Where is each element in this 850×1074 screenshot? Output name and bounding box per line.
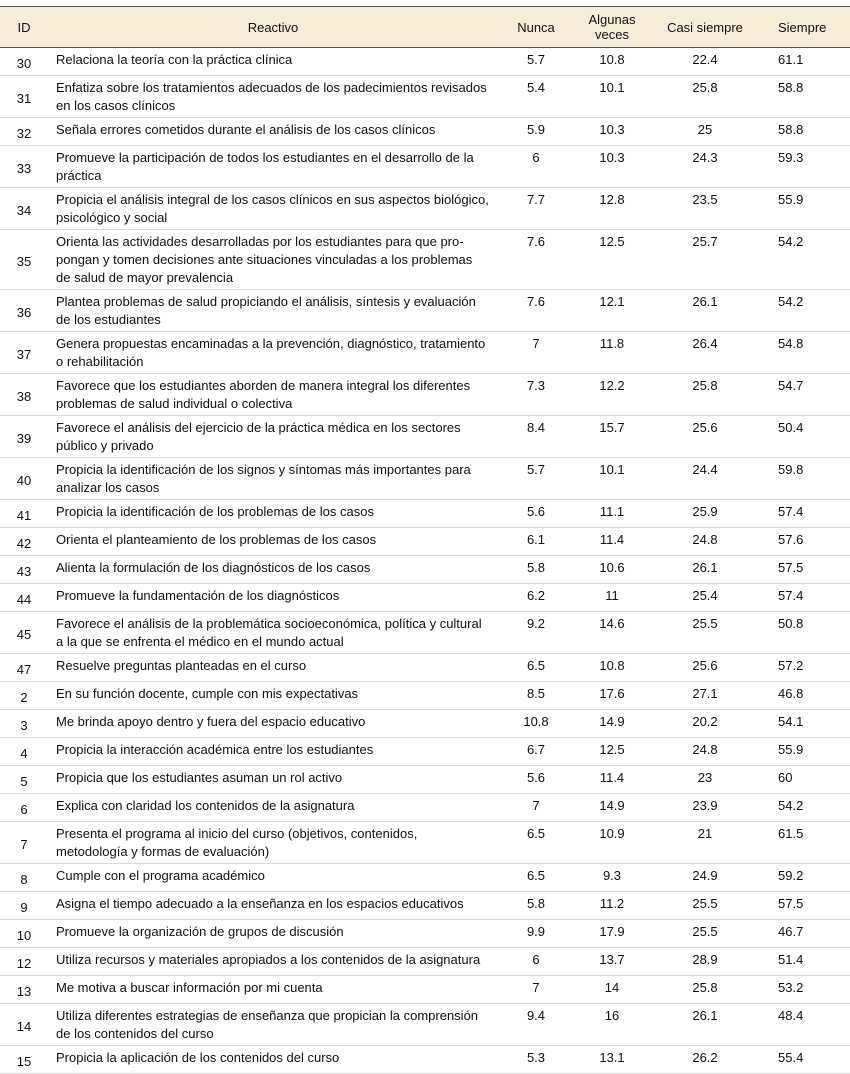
table-cell-algunas-veces: 10.8 xyxy=(574,48,650,76)
table-cell-reactivo: Propicia la identificación de los signos y síntomas más importantes para analizar los casos xyxy=(48,458,498,500)
table-cell-siempre: 54.1 xyxy=(760,710,850,738)
table-cell-nunca: 5.7 xyxy=(498,48,574,76)
table-cell-reactivo: Propicia la aplicación de los contenidos del curso xyxy=(48,1046,498,1074)
table-cell-siempre: 57.5 xyxy=(760,556,850,584)
table-cell-algunas-veces: 13.7 xyxy=(574,948,650,976)
table-cell-nunca: 6 xyxy=(498,146,574,188)
table-cell-siempre: 46.7 xyxy=(760,920,850,948)
table-cell-casi-siempre: 21 xyxy=(650,822,760,864)
table-cell-casi-siempre: 25.7 xyxy=(650,230,760,290)
table-cell-id: 14 xyxy=(0,1004,48,1046)
table-cell-siempre: 58.8 xyxy=(760,76,850,118)
table-cell-nunca: 6.5 xyxy=(498,822,574,864)
table-row xyxy=(0,76,850,118)
table-cell-reactivo: Cumple con el programa académico xyxy=(48,864,498,892)
table-cell-casi-siempre: 23.5 xyxy=(650,188,760,230)
table-cell-nunca: 5.7 xyxy=(498,458,574,500)
table-cell-nunca: 6.7 xyxy=(498,738,574,766)
table-row xyxy=(0,654,850,682)
table-cell-reactivo: Presenta el programa al inicio del curso (objetivos, contenidos, metodología y formas de evaluación) xyxy=(48,822,498,864)
table-cell-id: 13 xyxy=(0,976,48,1004)
table-cell-casi-siempre: 26.1 xyxy=(650,556,760,584)
table-cell-nunca: 7.6 xyxy=(498,230,574,290)
table-cell-nunca: 5.8 xyxy=(498,556,574,584)
table-row xyxy=(0,920,850,948)
table-cell-casi-siempre: 25.8 xyxy=(650,374,760,416)
table-cell-id: 9 xyxy=(0,892,48,920)
table-row xyxy=(0,146,850,188)
table-cell-id: 10 xyxy=(0,920,48,948)
table-cell-nunca: 7 xyxy=(498,332,574,374)
table-cell-reactivo: En su función docente, cumple con mis expectativas xyxy=(48,682,498,710)
table-cell-id: 35 xyxy=(0,230,48,290)
table-cell-nunca: 7.6 xyxy=(498,290,574,332)
table-cell-casi-siempre: 23 xyxy=(650,766,760,794)
table-cell-casi-siempre: 24.9 xyxy=(650,864,760,892)
header-algunas-veces: Algunas veces xyxy=(574,7,650,48)
table-cell-casi-siempre: 22.4 xyxy=(650,48,760,76)
header-reactivo: Reactivo xyxy=(48,7,498,48)
table-cell-siempre: 59.8 xyxy=(760,458,850,500)
table-row xyxy=(0,332,850,374)
table-cell-id: 45 xyxy=(0,612,48,654)
table-cell-reactivo: Favorece que los estudiantes aborden de manera integral los diferentes problemas de salud individual o colectiva xyxy=(48,374,498,416)
table-row xyxy=(0,794,850,822)
table-row xyxy=(0,710,850,738)
table-cell-id: 40 xyxy=(0,458,48,500)
table-cell-id: 6 xyxy=(0,794,48,822)
table-cell-siempre: 51.4 xyxy=(760,948,850,976)
table-cell-id: 32 xyxy=(0,118,48,146)
header-siempre: Siempre xyxy=(760,7,850,48)
table-cell-siempre: 50.8 xyxy=(760,612,850,654)
table-row xyxy=(0,822,850,864)
table-cell-algunas-veces: 10.3 xyxy=(574,146,650,188)
table-cell-id: 2 xyxy=(0,682,48,710)
table-row xyxy=(0,230,850,290)
table-cell-algunas-veces: 16 xyxy=(574,1004,650,1046)
table-row xyxy=(0,976,850,1004)
table-cell-algunas-veces: 10.3 xyxy=(574,118,650,146)
table-cell-reactivo: Enfatiza sobre los tratamientos adecuados de los padecimientos revisados en los casos clínicos xyxy=(48,76,498,118)
table-cell-algunas-veces: 12.5 xyxy=(574,738,650,766)
table-cell-siempre: 50.4 xyxy=(760,416,850,458)
table-row xyxy=(0,612,850,654)
table-cell-algunas-veces: 14 xyxy=(574,976,650,1004)
table-cell-siempre: 55.9 xyxy=(760,188,850,230)
table-cell-algunas-veces: 11 xyxy=(574,584,650,612)
table-cell-nunca: 7 xyxy=(498,794,574,822)
table-cell-reactivo: Explica con claridad los contenidos de la asignatura xyxy=(48,794,498,822)
table-row xyxy=(0,556,850,584)
table-cell-siempre: 57.6 xyxy=(760,528,850,556)
table-cell-reactivo: Asigna el tiempo adecuado a la enseñanza en los espacios educativos xyxy=(48,892,498,920)
table-row xyxy=(0,892,850,920)
table-cell-algunas-veces: 13.1 xyxy=(574,1046,650,1074)
table-cell-reactivo: Alienta la formulación de los diagnósticos de los casos xyxy=(48,556,498,584)
table-cell-algunas-veces: 11.4 xyxy=(574,766,650,794)
table-cell-casi-siempre: 25.8 xyxy=(650,76,760,118)
table-row xyxy=(0,48,850,76)
table-cell-reactivo: Utiliza recursos y materiales apropiados a los contenidos de la asignatura xyxy=(48,948,498,976)
table-cell-algunas-veces: 14.9 xyxy=(574,794,650,822)
table-cell-siempre: 54.2 xyxy=(760,290,850,332)
table-cell-reactivo: Propicia el análisis integral de los casos clínicos en sus aspectos biológico, psicológico y social xyxy=(48,188,498,230)
header-nunca: Nunca xyxy=(498,7,574,48)
table-cell-casi-siempre: 25.5 xyxy=(650,892,760,920)
table-cell-nunca: 9.9 xyxy=(498,920,574,948)
table-cell-reactivo: Favorece el análisis de la problemática socioeconómica, política y cultural a la que se enfrenta el médico en el mundo actual xyxy=(48,612,498,654)
table-cell-nunca: 5.9 xyxy=(498,118,574,146)
table-cell-siempre: 57.4 xyxy=(760,584,850,612)
table-cell-algunas-veces: 17.9 xyxy=(574,920,650,948)
table-cell-casi-siempre: 26.4 xyxy=(650,332,760,374)
table-row xyxy=(0,528,850,556)
table-cell-nunca: 6.2 xyxy=(498,584,574,612)
table-cell-siempre: 57.4 xyxy=(760,500,850,528)
table-row xyxy=(0,458,850,500)
table-cell-id: 30 xyxy=(0,48,48,76)
table-cell-reactivo: Relaciona la teoría con la práctica clínica xyxy=(48,48,498,76)
table-cell-id: 4 xyxy=(0,738,48,766)
table-cell-id: 15 xyxy=(0,1046,48,1074)
table-cell-siempre: 59.3 xyxy=(760,146,850,188)
table-cell-id: 44 xyxy=(0,584,48,612)
table-cell-algunas-veces: 15.7 xyxy=(574,416,650,458)
table-cell-nunca: 5.4 xyxy=(498,76,574,118)
table-cell-id: 31 xyxy=(0,76,48,118)
table-cell-siempre: 57.2 xyxy=(760,654,850,682)
table-cell-reactivo: Plantea problemas de salud propiciando el análisis, síntesis y evaluación de los estudiantes xyxy=(48,290,498,332)
table-cell-nunca: 5.3 xyxy=(498,1046,574,1074)
table-cell-id: 39 xyxy=(0,416,48,458)
table-cell-casi-siempre: 25.5 xyxy=(650,612,760,654)
table-cell-algunas-veces: 11.4 xyxy=(574,528,650,556)
table-cell-nunca: 6.5 xyxy=(498,864,574,892)
table-wrapper xyxy=(0,6,827,1074)
table-cell-reactivo: Promueve la organización de grupos de discusión xyxy=(48,920,498,948)
table-cell-nunca: 9.2 xyxy=(498,612,574,654)
table-cell-casi-siempre: 26.2 xyxy=(650,1046,760,1074)
table-cell-id: 3 xyxy=(0,710,48,738)
table-cell-algunas-veces: 12.8 xyxy=(574,188,650,230)
table-cell-casi-siempre: 25.4 xyxy=(650,584,760,612)
table-cell-siempre: 58.8 xyxy=(760,118,850,146)
table-cell-casi-siempre: 27.1 xyxy=(650,682,760,710)
table-cell-casi-siempre: 24.4 xyxy=(650,458,760,500)
table-cell-siempre: 46.8 xyxy=(760,682,850,710)
table-cell-siempre: 55.9 xyxy=(760,738,850,766)
table-cell-siempre: 55.4 xyxy=(760,1046,850,1074)
table-row xyxy=(0,584,850,612)
table-row xyxy=(0,188,850,230)
table-cell-casi-siempre: 24.8 xyxy=(650,528,760,556)
table-cell-id: 43 xyxy=(0,556,48,584)
table-cell-siempre: 57.5 xyxy=(760,892,850,920)
table-cell-id: 41 xyxy=(0,500,48,528)
table-row xyxy=(0,738,850,766)
table-cell-algunas-veces: 14.6 xyxy=(574,612,650,654)
table-cell-siempre: 61.5 xyxy=(760,822,850,864)
table-row xyxy=(0,416,850,458)
table-cell-reactivo: Me brinda apoyo dentro y fuera del espacio educativo xyxy=(48,710,498,738)
table-cell-algunas-veces: 11.1 xyxy=(574,500,650,528)
table-cell-nunca: 7.3 xyxy=(498,374,574,416)
table-cell-algunas-veces: 12.1 xyxy=(574,290,650,332)
table-row xyxy=(0,290,850,332)
table-cell-casi-siempre: 24.3 xyxy=(650,146,760,188)
table-cell-reactivo: Me motiva a buscar información por mi cuenta xyxy=(48,976,498,1004)
table-cell-nunca: 8.4 xyxy=(498,416,574,458)
table-cell-nunca: 9.4 xyxy=(498,1004,574,1046)
table-cell-algunas-veces: 12.2 xyxy=(574,374,650,416)
table-cell-algunas-veces: 17.6 xyxy=(574,682,650,710)
table-cell-siempre: 54.2 xyxy=(760,230,850,290)
table-row xyxy=(0,118,850,146)
table-cell-id: 37 xyxy=(0,332,48,374)
table-cell-reactivo: Orienta el planteamiento de los problemas de los casos xyxy=(48,528,498,556)
table-cell-siempre: 54.8 xyxy=(760,332,850,374)
table-row xyxy=(0,766,850,794)
table-row xyxy=(0,1004,850,1046)
table-cell-id: 42 xyxy=(0,528,48,556)
table-cell-nunca: 7.7 xyxy=(498,188,574,230)
table-cell-reactivo: Señala errores cometidos durante el análisis de los casos clínicos xyxy=(48,118,498,146)
table-cell-id: 7 xyxy=(0,822,48,864)
header-id: ID xyxy=(0,7,48,48)
table-cell-id: 36 xyxy=(0,290,48,332)
table-cell-id: 8 xyxy=(0,864,48,892)
table-row xyxy=(0,500,850,528)
table-cell-casi-siempre: 25.5 xyxy=(650,920,760,948)
table-cell-reactivo: Favorece el análisis del ejercicio de la práctica médica en los sectores público y privado xyxy=(48,416,498,458)
table-cell-id: 47 xyxy=(0,654,48,682)
table-cell-nunca: 8.5 xyxy=(498,682,574,710)
table-cell-reactivo: Utiliza diferentes estrategias de enseñanza que propician la comprensión de los contenidos del curso xyxy=(48,1004,498,1046)
table-cell-siempre: 54.2 xyxy=(760,794,850,822)
table-row xyxy=(0,1046,850,1074)
results-table xyxy=(0,6,850,1074)
table-cell-id: 38 xyxy=(0,374,48,416)
table-row xyxy=(0,948,850,976)
table-cell-reactivo: Propicia que los estudiantes asuman un rol activo xyxy=(48,766,498,794)
table-cell-algunas-veces: 9.3 xyxy=(574,864,650,892)
table-cell-siempre: 53.2 xyxy=(760,976,850,1004)
table-cell-siempre: 48.4 xyxy=(760,1004,850,1046)
table-cell-nunca: 7 xyxy=(498,976,574,1004)
table-header xyxy=(0,7,850,48)
table-cell-casi-siempre: 26.1 xyxy=(650,1004,760,1046)
table-cell-id: 34 xyxy=(0,188,48,230)
table-cell-siempre: 59.2 xyxy=(760,864,850,892)
table-cell-casi-siempre: 25.9 xyxy=(650,500,760,528)
table-cell-algunas-veces: 10.8 xyxy=(574,654,650,682)
table-cell-casi-siempre: 26.1 xyxy=(650,290,760,332)
table-cell-nunca: 6 xyxy=(498,948,574,976)
table-cell-siempre: 60 xyxy=(760,766,850,794)
table-cell-casi-siempre: 25 xyxy=(650,118,760,146)
table-cell-nunca: 5.6 xyxy=(498,500,574,528)
table-cell-casi-siempre: 24.8 xyxy=(650,738,760,766)
table-cell-reactivo: Resuelve preguntas planteadas en el curso xyxy=(48,654,498,682)
table-cell-algunas-veces: 10.9 xyxy=(574,822,650,864)
table-row xyxy=(0,682,850,710)
table-cell-casi-siempre: 23.9 xyxy=(650,794,760,822)
table-cell-algunas-veces: 12.5 xyxy=(574,230,650,290)
table-cell-algunas-veces: 10.1 xyxy=(574,76,650,118)
table-cell-nunca: 6.1 xyxy=(498,528,574,556)
table-cell-siempre: 54.7 xyxy=(760,374,850,416)
table-cell-id: 5 xyxy=(0,766,48,794)
table-cell-casi-siempre: 20.2 xyxy=(650,710,760,738)
table-cell-id: 12 xyxy=(0,948,48,976)
table-cell-algunas-veces: 14.9 xyxy=(574,710,650,738)
header-casi-siempre: Casi siempre xyxy=(650,7,760,48)
table-cell-algunas-veces: 11.2 xyxy=(574,892,650,920)
table-cell-casi-siempre: 25.6 xyxy=(650,416,760,458)
table-body xyxy=(0,48,850,1074)
table-cell-reactivo: Propicia la interacción académica entre los estudiantes xyxy=(48,738,498,766)
table-cell-algunas-veces: 11.8 xyxy=(574,332,650,374)
table-cell-algunas-veces: 10.1 xyxy=(574,458,650,500)
table-cell-reactivo: Genera propuestas encaminadas a la prevención, diagnóstico, tratamiento o rehabilitación xyxy=(48,332,498,374)
table-cell-reactivo: Orienta las actividades desarrolladas por los estudiantes para que propongan y tomen decisiones ante situaciones vinculadas a los problemas de salud de mayor prevalencia xyxy=(48,230,498,290)
table-cell-reactivo: Promueve la participación de todos los estudiantes en el desarrollo de la práctica xyxy=(48,146,498,188)
table-cell-nunca: 10.8 xyxy=(498,710,574,738)
table-cell-casi-siempre: 28.9 xyxy=(650,948,760,976)
table-cell-nunca: 5.6 xyxy=(498,766,574,794)
table-cell-siempre: 61.1 xyxy=(760,48,850,76)
table-cell-algunas-veces: 10.6 xyxy=(574,556,650,584)
table-row xyxy=(0,864,850,892)
table-cell-id: 33 xyxy=(0,146,48,188)
table-cell-casi-siempre: 25.6 xyxy=(650,654,760,682)
table-cell-nunca: 6.5 xyxy=(498,654,574,682)
table-row xyxy=(0,374,850,416)
table-cell-reactivo: Promueve la fundamentación de los diagnósticos xyxy=(48,584,498,612)
table-cell-casi-siempre: 25.8 xyxy=(650,976,760,1004)
table-cell-reactivo: Propicia la identificación de los problemas de los casos xyxy=(48,500,498,528)
table-cell-nunca: 5.8 xyxy=(498,892,574,920)
